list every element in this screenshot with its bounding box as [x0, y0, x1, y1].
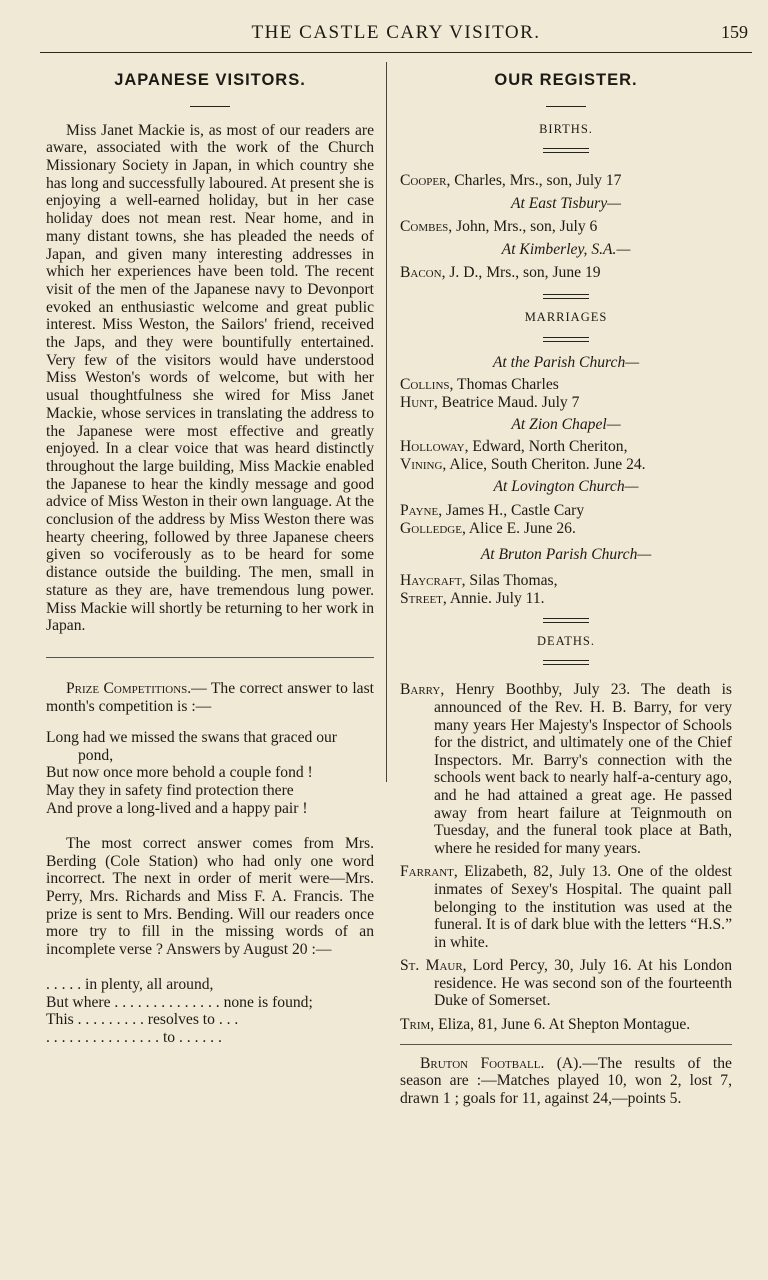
- birth-place: At Kimberley, S.A.—: [501, 241, 631, 259]
- birth-place: At East Tisbury—: [510, 195, 622, 213]
- entry-detail: Eliza, 81, June 6. At Shepton Montague.: [434, 1016, 691, 1034]
- puzzle-line: This . . . . . . . . . resolves to . . .: [46, 1011, 239, 1029]
- entry-detail: Thomas Charles: [453, 375, 559, 393]
- death-entry: [400, 1016, 732, 1034]
- marriage-entry: [400, 590, 732, 608]
- japanese-visitors-article: Miss Janet Mackie is, as most of our readers are aware, associated with the work of the Church Missionary Society in Japan, in which country she has long and successfully laboured. At present she is enjoying a well-earned holiday, but in her case holiday does not mean rest. Near home, and in many distant towns, she has pleaded the needs of Japan, and given many interesting addresses in which her experiences have been told. The recent visit of the men of the Japanese navy to Devonport evoked an enthusiastic welcome and great public interest. Miss Weston, the Sailors' friend, received the Japs, and they were bountifully entertained. Very few of the visitors would have understood Miss Weston's words of welcome, but with her usual thoughtfulness she wired for Miss Janet Mackie, whose services in translating the address to the Japanese were most effective and greatly enjoyed. In a clear voice that was heard distinctly throughout the large building, Miss Mackie enabled the Japanese to hear the kindly message and good advice of Miss Weston in their own language. At the conclusion of the address by Miss Weston there was hearty cheering, followed by three Japanese cheers given so vociferously as to be heard for some distance outside the building. The men, small in stature as they are, have tremendous lung power. Miss Mackie will shortly be returning to her work in Japan.: [46, 121, 374, 635]
- entry-detail: Beatrice Maud. July 7: [437, 393, 580, 411]
- marriage-entry: [400, 572, 732, 590]
- death-entry: [400, 957, 732, 1010]
- marriage-place: At Zion Chapel—: [511, 415, 621, 433]
- prize-result: The most correct answer comes from Mrs. Berding (Cole Station) who had only one word incorrect. The next in order of merit were—Mrs. Perry, Mrs. Richards and Miss F. A. Francis. The prize is sent to Mrs. Bending. Will our readers once more try to fill in the missing words of an incomplete verse ? Answers by August 20 :—: [46, 835, 374, 958]
- entry-name: Holloway,: [400, 437, 469, 455]
- puzzle-line: But where . . . . . . . . . . . . . . none is found;: [46, 993, 313, 1011]
- marriage-entry: [400, 520, 732, 538]
- japanese-visitors-heading: JAPANESE VISITORS.: [114, 71, 306, 89]
- marriage-place: At the Parish Church—: [492, 353, 640, 371]
- marriage-entry: [400, 502, 732, 520]
- entry-name: Bacon,: [400, 264, 446, 282]
- section-rule: [543, 294, 589, 299]
- entry-detail: Alice E. June 26.: [465, 519, 576, 537]
- entry-name: Combes,: [400, 218, 453, 236]
- deaths-list: [400, 681, 732, 1033]
- section-rule: [543, 618, 589, 623]
- entry-name: St. Maur,: [400, 957, 467, 975]
- entry-detail: Edward, North Cheriton,: [468, 437, 628, 455]
- entry-detail: James H., Castle Cary: [442, 501, 585, 519]
- births-list: [400, 169, 732, 284]
- entry-detail: Lord Percy, 30, July 16. At his London residence. He was second son of the fourteenth Duke of Somerset.: [434, 957, 732, 1010]
- birth-entry: [400, 169, 732, 192]
- entry-name: Trim,: [400, 1016, 435, 1034]
- entry-name: Haycraft,: [400, 571, 466, 589]
- entry-name: Cooper,: [400, 172, 451, 190]
- section-divider: [400, 1044, 732, 1045]
- publication-title: THE CASTLE CARY VISITOR.: [251, 22, 541, 43]
- marriage-place: At Lovington Church—: [493, 477, 639, 495]
- death-entry: [400, 681, 732, 857]
- entry-name: Street,: [400, 589, 447, 607]
- section-rule: [543, 337, 589, 342]
- entry-name: Hunt,: [400, 393, 438, 411]
- verse-line: And prove a long-lived and a happy pair !: [46, 799, 308, 817]
- verse-line: May they in safety find protection there: [46, 781, 294, 799]
- marriage-entry: [400, 376, 732, 394]
- football-text: —The results of the season are :—Matches played 10, won 2, lost 7, drawn 1 ; goals for 11, against 24,—points 5.: [400, 1054, 732, 1107]
- marriages-list: [400, 354, 732, 608]
- section-divider: [46, 657, 374, 658]
- marriage-entry: [400, 438, 732, 456]
- entry-name: Farrant,: [400, 863, 458, 881]
- marriage-entry: [400, 394, 732, 412]
- register-heading: OUR REGISTER.: [494, 71, 638, 89]
- entry-detail: John, Mrs., son, July 6: [452, 218, 598, 236]
- entry-detail: Charles, Mrs., son, July 17: [450, 172, 622, 190]
- birth-entry: [400, 261, 732, 284]
- prize-intro: [46, 680, 374, 715]
- column-divider: [386, 62, 387, 782]
- verse-line: But now once more behold a couple fond !: [46, 764, 313, 782]
- marriages-label: MARRIAGES: [524, 310, 608, 325]
- verse-line: Long had we missed the swans that graced our pond,: [46, 729, 338, 764]
- entry-detail: Henry Boothby, July 23. The death is announced of the Rev. H. B. Barry, for very many years Her Majesty's Inspector of Schools for the district, and ultimately one of the Chief Inspectors. Mr. Barry's connection with the schools went back to nearly half-a-century ago, and he had attained a great age. He passed away from heart failure at Teignmouth on Tuesday, and the funeral took place at Bath, where he resided for many years.: [434, 681, 732, 857]
- puzzle-line: . . . . . . . . . . . . . . . to . . . . . .: [46, 1029, 222, 1047]
- entry-name: Collins,: [400, 375, 454, 393]
- entry-detail: Elizabeth, 82, July 13. One of the oldest inmates of Sexey's Hospital. The quaint pall belonging to the institution was used at the funeral. It is of dark blue with the letters “H.S.” in white.: [434, 863, 732, 951]
- verse: [46, 729, 374, 817]
- entry-detail: Alice, South Cheriton. June 24.: [446, 455, 646, 473]
- puzzle-verse: [46, 976, 374, 1046]
- death-entry: [400, 863, 732, 951]
- entry-detail: J. D., Mrs., son, June 19: [445, 264, 601, 282]
- entry-name: Payne,: [400, 501, 443, 519]
- page-header: [40, 18, 752, 53]
- section-rule: [190, 106, 230, 107]
- births-label: BIRTHS.: [539, 121, 593, 136]
- prize-intro-text: — The correct answer to last month's competition is :—: [46, 679, 374, 715]
- entry-detail: Silas Thomas,: [465, 571, 558, 589]
- section-rule: [543, 148, 589, 153]
- entry-detail: Annie. July 11.: [446, 589, 545, 607]
- marriage-place: At Bruton Parish Church—: [480, 545, 652, 563]
- entry-name: Vining,: [400, 455, 447, 473]
- prize-lead: Prize Competitions.: [66, 679, 192, 697]
- right-column: [400, 72, 732, 1107]
- left-column: [46, 72, 374, 1047]
- marriage-entry: [400, 456, 732, 474]
- puzzle-line: . . . . . in plenty, all around,: [46, 976, 214, 994]
- page-number: 159: [721, 22, 748, 42]
- entry-name: Barry,: [400, 681, 445, 699]
- birth-entry: [400, 215, 732, 238]
- football-lead: Bruton Football. (A).: [420, 1054, 583, 1072]
- section-rule: [546, 106, 586, 107]
- deaths-label: DEATHS.: [536, 633, 596, 648]
- section-rule: [543, 660, 589, 665]
- football-notice: [400, 1055, 732, 1108]
- entry-name: Golledge,: [400, 519, 466, 537]
